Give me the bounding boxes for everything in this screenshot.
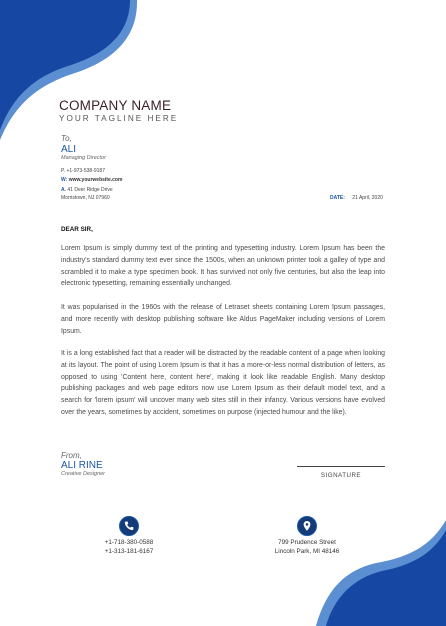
recipient-address-line1 [61,187,113,193]
recipient-address-line2: Morristown, NJ 07960 [61,195,110,201]
recipient-website: www.yourwebsite.com [68,177,123,183]
address-label: A. [61,187,66,193]
date-label: DATE: [330,195,345,201]
paragraph-2: It was popularised in the 1960s with the release of Letraset sheets containing Lorem Ipsum passages, and more recently with desktop publishing software like Aldus PageMaker including versions of Lorem Ipsum. [61,304,385,335]
footer-address1: 799 Prudence Street [278,539,336,546]
signature-line [297,466,385,467]
signature-label: SIGNATURE [320,472,362,479]
recipient-role: Managing Director [61,155,106,161]
footer-phone2: +1-313-181-6167 [104,548,154,555]
address-line1: 41 Deer Ridge Drive [67,187,113,193]
company-tagline: YOUR TAGLINE HERE [59,114,179,123]
footer-address2: Lincoln Park, MI 48146 [274,548,340,555]
paragraph-1: Lorem Ipsum is simply dummy text of the printing and typesetting industry. Lorem Ipsum has been the industry's standard dummy text ever since the 1500s, when an unknown printer took a galley of type and scrambled it to make a type specimen book. It has survived not only five centuries, but also the leap into electronic typesetting, remaining essentially unchanged. [61,245,385,288]
recipient-name: ALI [61,144,77,155]
date-line [330,195,383,201]
date-value: 21 April, 2020 [352,195,383,201]
recipient-phone: P. +1-973-538-9187 [61,168,105,174]
to-label: To, [61,134,72,143]
salutation: DEAR SIR, [61,226,93,233]
recipient-website-line [61,177,122,183]
paragraph-3: It is a long established fact that a reader will be distracted by the readable content of a page when looking at its layout. The point of using Lorem Ipsum is that it has a more-or-less normal distribution of letters, as opposed to using 'Content here, content here', making it look like readable English. Many desktop publishing packages and web page editors now use Lorem Ipsum as their default model text, and a search for 'lorem ipsum' will uncover many web sites still in their infancy. Various versions have evolved over the years, sometimes by accident, sometimes on purpose (injected humour and the like). [61,350,385,416]
from-label: From, [61,451,82,460]
location-pin-icon [297,516,317,536]
website-label: W: [61,177,68,183]
footer-phone1: +1-718-380-0588 [104,539,154,546]
sender-name: ALI RINE [61,460,103,471]
company-name: COMPANY NAME [59,98,172,113]
phone-icon [119,516,139,536]
sender-role: Creative Designer [61,471,106,477]
